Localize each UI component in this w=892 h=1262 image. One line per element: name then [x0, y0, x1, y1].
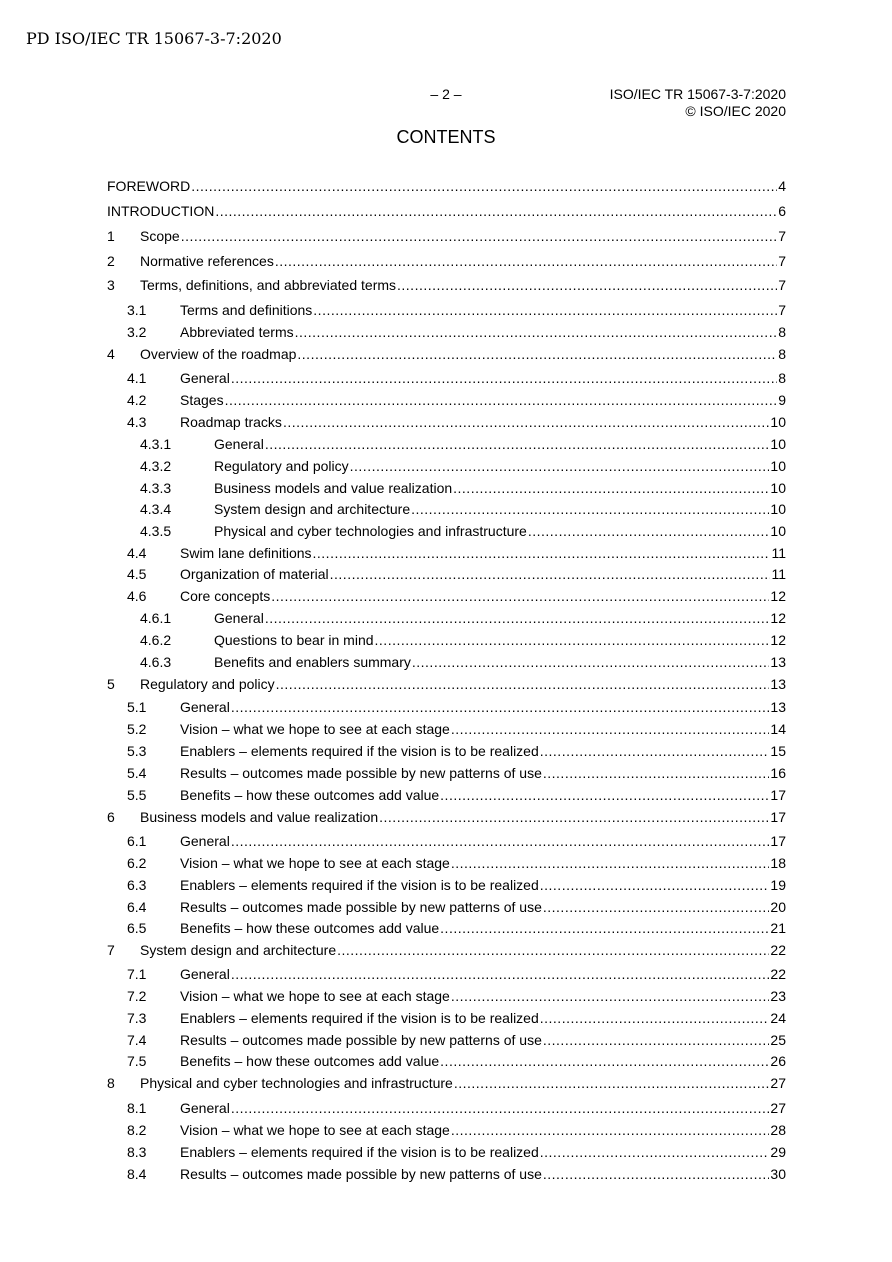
toc-entry-number: 4.3 [127, 414, 147, 430]
toc-leader-dots [540, 743, 770, 759]
toc-leader-dots [181, 228, 778, 244]
toc-entry-page: 17 [770, 833, 786, 849]
toc-entry-number: 4.6.2 [140, 632, 172, 648]
toc-leader-dots [330, 566, 771, 582]
toc-entry[interactable] [107, 588, 786, 606]
toc-entry[interactable] [107, 1166, 786, 1184]
toc-entry[interactable] [107, 480, 786, 498]
toc-leader-dots [411, 501, 769, 517]
toc-entry[interactable] [107, 787, 786, 805]
toc-entry-number: 4.6 [127, 588, 147, 604]
toc-entry-title: Regulatory and policy [140, 676, 275, 692]
toc-entry[interactable] [107, 1032, 786, 1050]
toc-entry-number: 7.2 [127, 988, 147, 1004]
toc-entry[interactable] [107, 1053, 786, 1071]
toc-entry[interactable] [107, 370, 786, 388]
toc-entry-page: 25 [770, 1032, 786, 1048]
toc-entry[interactable] [107, 632, 786, 650]
toc-leader-dots [451, 855, 770, 871]
toc-entry-number: 3 [107, 277, 115, 293]
toc-entry-number: 6.4 [127, 899, 147, 915]
toc-entry-title: Roadmap tracks [180, 414, 282, 430]
toc-entry[interactable] [107, 458, 786, 476]
toc-leader-dots [540, 1144, 770, 1160]
toc-entry[interactable] [107, 721, 786, 739]
toc-entry-number: 4.3.2 [140, 458, 172, 474]
toc-entry[interactable] [107, 253, 786, 271]
copyright-line: © ISO/IEC 2020 [685, 103, 786, 119]
toc-leader-dots [543, 1032, 770, 1048]
toc-entry-title: Benefits and enablers summary [214, 654, 411, 670]
toc-entry-title: Scope [140, 228, 180, 244]
toc-entry-title: Results – outcomes made possible by new patterns of use [180, 765, 542, 781]
toc-entry-title: Core concepts [180, 588, 271, 604]
toc-entry-title: Regulatory and policy [214, 458, 349, 474]
toc-entry-title: General [214, 610, 264, 626]
toc-entry-number: 4.3.3 [140, 480, 172, 496]
toc-entry-title: Stages [180, 392, 224, 408]
toc-entry-number: 7.3 [127, 1010, 147, 1026]
toc-entry-title: Results – outcomes made possible by new patterns of use [180, 1032, 542, 1048]
toc-entry-page: 17 [770, 787, 786, 803]
toc-entry-title: General [180, 699, 230, 715]
toc-entry[interactable] [107, 942, 786, 960]
toc-leader-dots [528, 523, 770, 539]
toc-entry-number: 7.5 [127, 1053, 147, 1069]
toc-entry-title: General [214, 436, 264, 452]
toc-entry-page: 10 [770, 458, 786, 474]
toc-entry-number: 5 [107, 676, 115, 692]
toc-entry-title: Normative references [140, 253, 274, 269]
toc-entry[interactable] [107, 392, 786, 410]
toc-entry-title: Results – outcomes made possible by new patterns of use [180, 899, 542, 915]
toc-entry[interactable] [107, 501, 786, 519]
toc-leader-dots [191, 178, 777, 194]
toc-entry-page: 29 [770, 1144, 786, 1160]
toc-entry[interactable] [107, 277, 786, 295]
toc-entry-title: Vision – what we hope to see at each stage [180, 855, 450, 871]
toc-entry-number: 5.2 [127, 721, 147, 737]
toc-entry-page: 22 [770, 966, 786, 982]
toc-entry[interactable] [107, 855, 786, 873]
toc-entry-title: Terms and definitions [180, 302, 313, 318]
toc-entry-title: General [180, 370, 230, 386]
toc-entry-page: 22 [770, 942, 786, 958]
toc-entry[interactable] [107, 966, 786, 984]
contents-title: CONTENTS [396, 127, 496, 147]
toc-leader-dots [451, 1122, 770, 1138]
toc-leader-dots [231, 966, 770, 982]
toc-entry-title: Physical and cyber technologies and infrastructure [214, 523, 527, 539]
toc-entry-page: 7 [778, 302, 786, 318]
toc-entry-number: 7.4 [127, 1032, 147, 1048]
toc-entry-title: General [180, 966, 230, 982]
toc-entry-page: 12 [770, 632, 786, 648]
toc-leader-dots [313, 545, 771, 561]
toc-entry-page: 16 [770, 765, 786, 781]
toc-entry[interactable] [107, 414, 786, 432]
toc-entry[interactable] [107, 545, 786, 563]
toc-entry-title: Vision – what we hope to see at each stage [180, 988, 450, 1004]
toc-entry-title: FOREWORD [107, 178, 191, 194]
toc-entry-number: 5.3 [127, 743, 147, 759]
toc-entry[interactable] [107, 523, 786, 541]
toc-entry-number: 5.1 [127, 699, 147, 715]
toc-leader-dots [440, 787, 769, 803]
toc-entry[interactable] [107, 809, 786, 827]
toc-entry-title: Business models and value realization [214, 480, 453, 496]
toc-entry-page: 12 [770, 610, 786, 626]
toc-entry[interactable] [107, 178, 786, 196]
toc-entry[interactable] [107, 1075, 786, 1093]
toc-entry-page: 8 [778, 370, 786, 386]
toc-entry-title: Physical and cyber technologies and infrastructure [140, 1075, 453, 1091]
toc-entry-page: 18 [770, 855, 786, 871]
toc-entry[interactable] [107, 436, 786, 454]
toc-entry[interactable] [107, 899, 786, 917]
toc-entry-page: 7 [778, 277, 786, 293]
toc-entry[interactable] [107, 676, 786, 694]
toc-entry-number: 4.6.1 [140, 610, 172, 626]
toc-leader-dots [540, 1010, 770, 1026]
toc-entry-page: 23 [770, 988, 786, 1004]
toc-entry-page: 13 [770, 676, 786, 692]
toc-entry-number: 5.4 [127, 765, 147, 781]
toc-entry-page: 11 [771, 566, 786, 582]
toc-leader-dots [453, 480, 769, 496]
toc-leader-dots [271, 588, 769, 604]
toc-entry-number: 6 [107, 809, 115, 825]
toc-entry[interactable] [107, 877, 786, 895]
toc-entry-number: 6.5 [127, 920, 147, 936]
toc-entry-title: Enablers – elements required if the vision is to be realized [180, 877, 539, 893]
toc-entry-page: 7 [778, 253, 786, 269]
toc-leader-dots [231, 833, 770, 849]
toc-entry-page: 7 [778, 228, 786, 244]
toc-entry-number: 4.6.3 [140, 654, 172, 670]
toc-entry-page: 14 [770, 721, 786, 737]
toc-entry-title: Terms, definitions, and abbreviated terms [140, 277, 397, 293]
toc-entry-title: Overview of the roadmap [140, 346, 297, 362]
toc-leader-dots [265, 610, 770, 626]
toc-entry-number: 4.3.4 [140, 501, 172, 517]
toc-leader-dots [337, 942, 769, 958]
toc-leader-dots [451, 988, 770, 1004]
toc-entry[interactable] [107, 1010, 786, 1028]
toc-leader-dots [313, 302, 777, 318]
toc-entry[interactable] [107, 346, 786, 364]
toc-entry-title: Vision – what we hope to see at each stage [180, 721, 450, 737]
toc-leader-dots [412, 654, 770, 670]
toc-leader-dots [265, 436, 770, 452]
toc-leader-dots [297, 346, 777, 362]
toc-entry[interactable] [107, 920, 786, 938]
toc-entry-title: Benefits – how these outcomes add value [180, 787, 440, 803]
toc-entry-title: General [180, 833, 230, 849]
toc-entry-number: 8.4 [127, 1166, 147, 1182]
toc-leader-dots [454, 1075, 770, 1091]
toc-entry-number: 4 [107, 346, 115, 362]
toc-entry-title: Abbreviated terms [180, 324, 294, 340]
toc-leader-dots [451, 721, 770, 737]
toc-entry[interactable] [107, 1122, 786, 1140]
toc-entry[interactable] [107, 699, 786, 717]
toc-entry-page: 21 [770, 920, 786, 936]
toc-leader-dots [231, 699, 770, 715]
toc-entry-title: Enablers – elements required if the vision is to be realized [180, 1144, 539, 1160]
toc-entry[interactable] [107, 833, 786, 851]
toc-entry-title: Swim lane definitions [180, 545, 312, 561]
toc-entry-number: 7 [107, 942, 115, 958]
toc-leader-dots [379, 809, 769, 825]
toc-entry-page: 27 [770, 1100, 786, 1116]
toc-entry-title: Benefits – how these outcomes add value [180, 1053, 440, 1069]
toc-entry-page: 13 [770, 654, 786, 670]
toc-entry-page: 10 [770, 436, 786, 452]
toc-entry-page: 9 [778, 392, 786, 408]
toc-entry[interactable] [107, 566, 786, 584]
toc-leader-dots [275, 253, 777, 269]
toc-leader-dots [543, 1166, 770, 1182]
toc-entry-page: 15 [770, 743, 786, 759]
toc-entry[interactable] [107, 743, 786, 761]
toc-entry[interactable] [107, 324, 786, 342]
toc-entry-page: 19 [770, 877, 786, 893]
toc-entry-title: INTRODUCTION [107, 203, 215, 219]
toc-leader-dots [540, 877, 770, 893]
toc-leader-dots [225, 392, 778, 408]
page-number: – 2 – [430, 86, 462, 102]
document-id: PD ISO/IEC TR 15067-3-7:2020 [26, 29, 282, 48]
toc-leader-dots [397, 277, 777, 293]
toc-entry-page: 10 [770, 523, 786, 539]
toc-entry-page: 17 [770, 809, 786, 825]
toc-entry[interactable] [107, 610, 786, 628]
toc-entry-title: Questions to bear in mind [214, 632, 374, 648]
toc-entry-page: 12 [770, 588, 786, 604]
toc-entry-number: 8 [107, 1075, 115, 1091]
toc-entry[interactable] [107, 1100, 786, 1118]
toc-leader-dots [350, 458, 770, 474]
toc-entry-number: 5.5 [127, 787, 147, 803]
toc-entry-title: Business models and value realization [140, 809, 379, 825]
toc-entry-page: 4 [778, 178, 786, 194]
toc-entry-page: 10 [770, 480, 786, 496]
toc-leader-dots [231, 370, 777, 386]
toc-entry-number: 8.3 [127, 1144, 147, 1160]
toc-entry-number: 3.1 [127, 302, 147, 318]
toc-leader-dots [283, 414, 769, 430]
toc-leader-dots [543, 765, 770, 781]
toc-entry-page: 28 [770, 1122, 786, 1138]
standard-ref-line: ISO/IEC TR 15067-3-7:2020 [609, 86, 786, 102]
toc-entry-title: System design and architecture [140, 942, 337, 958]
toc-entry-page: 30 [770, 1166, 786, 1182]
toc-leader-dots [440, 920, 769, 936]
toc-entry[interactable] [107, 302, 786, 320]
toc-entry-title: General [180, 1100, 230, 1116]
toc-entry[interactable] [107, 228, 786, 246]
toc-entry-number: 8.1 [127, 1100, 147, 1116]
toc-entry-number: 6.1 [127, 833, 147, 849]
toc-entry[interactable] [107, 765, 786, 783]
toc-entry[interactable] [107, 654, 786, 672]
toc-entry-number: 4.3.5 [140, 523, 172, 539]
toc-entry-number: 8.2 [127, 1122, 147, 1138]
toc-entry-page: 26 [770, 1053, 786, 1069]
toc-entry-number: 4.1 [127, 370, 147, 386]
toc-entry-title: Vision – what we hope to see at each stage [180, 1122, 450, 1138]
toc-entry-page: 8 [778, 346, 786, 362]
toc-entry[interactable] [107, 203, 786, 221]
toc-entry-number: 2 [107, 253, 115, 269]
toc-entry[interactable] [107, 988, 786, 1006]
toc-entry-title: Organization of material [180, 566, 329, 582]
standard-reference [610, 86, 786, 120]
toc-entry-number: 4.2 [127, 392, 147, 408]
toc-entry-number: 4.4 [127, 545, 147, 561]
toc-entry-number: 4.3.1 [140, 436, 172, 452]
toc-entry-number: 7.1 [127, 966, 147, 982]
toc-entry-page: 6 [778, 203, 786, 219]
toc-entry-page: 24 [770, 1010, 786, 1026]
toc-entry-title: Enablers – elements required if the vision is to be realized [180, 743, 539, 759]
toc-leader-dots [231, 1100, 770, 1116]
toc-entry-page: 11 [771, 545, 786, 561]
toc-leader-dots [440, 1053, 769, 1069]
toc-entry-number: 4.5 [127, 566, 147, 582]
toc-entry-page: 10 [770, 414, 786, 430]
toc-leader-dots [375, 632, 770, 648]
toc-entry-number: 6.2 [127, 855, 147, 871]
toc-entry-number: 6.3 [127, 877, 147, 893]
toc-leader-dots [215, 203, 777, 219]
toc-leader-dots [276, 676, 770, 692]
toc-entry[interactable] [107, 1144, 786, 1162]
toc-entry-title: Enablers – elements required if the vision is to be realized [180, 1010, 539, 1026]
toc-entry-title: System design and architecture [214, 501, 411, 517]
toc-entry-page: 13 [770, 699, 786, 715]
toc-entry-page: 10 [770, 501, 786, 517]
toc-entry-title: Results – outcomes made possible by new patterns of use [180, 1166, 542, 1182]
toc-entry-page: 8 [778, 324, 786, 340]
toc-entry-page: 20 [770, 899, 786, 915]
toc-entry-number: 1 [107, 228, 115, 244]
toc-entry-page: 27 [770, 1075, 786, 1091]
toc-entry-title: Benefits – how these outcomes add value [180, 920, 440, 936]
toc-entry-number: 3.2 [127, 324, 147, 340]
toc-leader-dots [543, 899, 770, 915]
toc-leader-dots [295, 324, 778, 340]
